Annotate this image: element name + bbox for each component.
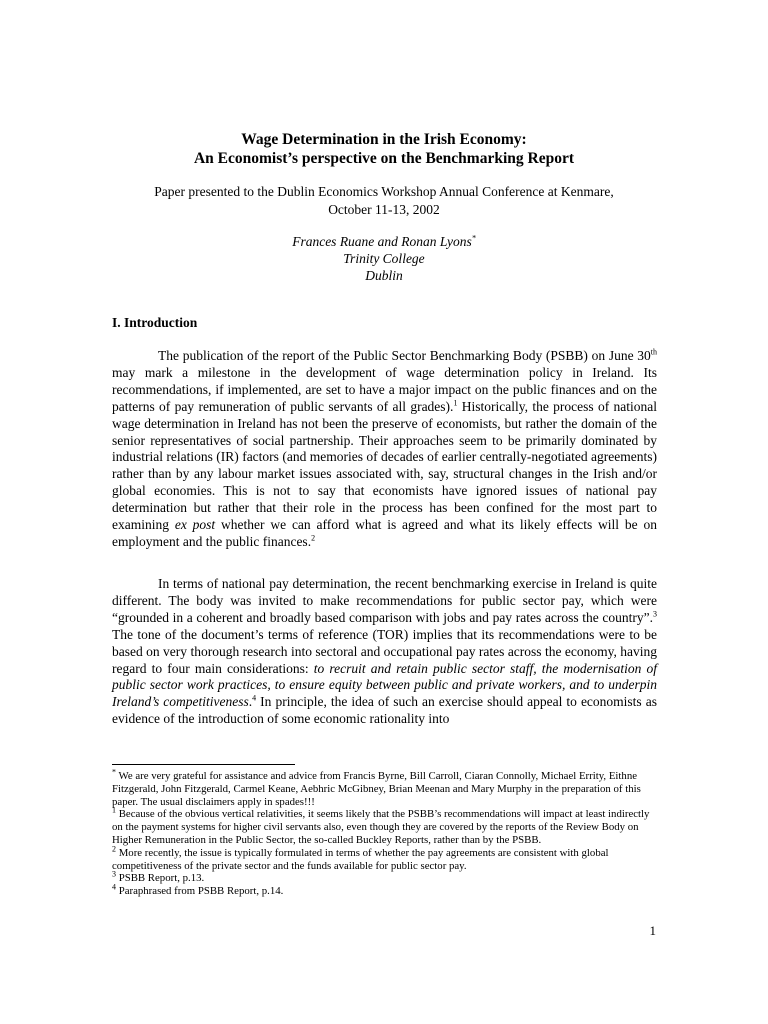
- footnote-text: PSBB Report, p.13.: [116, 872, 205, 885]
- author-names-line: [0, 233, 768, 250]
- para1-text-d: whether we can afford what is agreed and what its likely effects will be on employment and the public finances.: [112, 517, 657, 549]
- title-line-1: Wage Determination in the Irish Economy:: [241, 131, 527, 148]
- author-block: [0, 233, 768, 284]
- para2-text-b: The tone of the document’s terms of reference (TOR) implies that its recommendations were to be based on very thorough research into sectoral and occupational pay rates across the economy, having regard to four main considerations:: [112, 626, 657, 676]
- page-number: 1: [649, 923, 656, 938]
- footnote-star: [112, 767, 660, 808]
- footnote-ref-3: 3: [653, 609, 657, 619]
- footnote-mark: 3: [112, 869, 116, 879]
- paragraph-2: [112, 576, 657, 728]
- footnote-3: [112, 869, 660, 885]
- author-city: Dublin: [365, 268, 403, 283]
- para1-text-b: may mark a milestone in the development of wage determination policy in Ireland. Its recommendations, if implemented, are set to have a major impact on the public finances and on the patterns of pay remuneration of public servants of all grades).: [112, 364, 657, 414]
- title-line-2: An Economist’s perspective on the Benchmarking Report: [193, 150, 574, 167]
- conference-line-1: Paper presented to the Dublin Economics Workshop Annual Conference at Kenmare,: [154, 184, 614, 199]
- author-footnote-mark: *: [471, 233, 476, 243]
- footnote-mark: *: [112, 767, 116, 777]
- footnote-text: We are very grateful for assistance and advice from Francis Byrne, Bill Carroll, Ciaran Connolly, Michael Errity, Eithne Fitzgerald, John Fitzgerald, Carmel Keane, Aebhric McGibney, Brian Meenan and Mary Murphy in the preparation of this paper. The usual disclaimers apply in spades!!!: [112, 770, 641, 808]
- footnote-text: Because of the obvious vertical relativities, it seems likely that the PSBB’s recommendations will impact at least indirectly on the payment systems for higher civil servants also, even though they are covered by the reports of the Review Body on Higher Remuneration in the Public Sector, the so-called Buckley Reports, rather than by the PSBB.: [112, 808, 650, 846]
- footnote-2: [112, 844, 660, 873]
- para2-emphasis: to recruit and retain public sector staff, the modernisation of public sector work practices, to ensure equity between public and private workers, and to underpin Ireland’s competitiveness: [112, 660, 657, 710]
- footnote-ref-2: 2: [311, 533, 316, 543]
- para2-text-c: .: [248, 694, 253, 710]
- footnotes: [112, 767, 660, 898]
- footnote-1: [112, 805, 660, 846]
- footnote-separator: [112, 764, 295, 765]
- para1-text-c: Historically, the process of national wage determination in Ireland has not been the preserve of economists, but rather the domain of the senior representatives of social partnership. Their approaches seem to be primarily dominated by industrial relations (IR) factors (and memories of decades of earlier centrally-negotiated agreements) rather than by any labour market issues associated with, say, structural changes in the Irish and/or global economies. This is not to say that economists have ignored issues of national pay determination but rather that their role in the process has been confined for the most part to examining: [112, 398, 658, 533]
- footnote-ref-4: 4: [252, 693, 257, 703]
- section-heading: I. Introduction: [112, 315, 198, 330]
- footnote-text: More recently, the issue is typically formulated in terms of whether the pay agreements are consistent with global competitiveness of the private sector and the funds available for public sector pay.: [112, 846, 609, 872]
- paper-title: [0, 130, 768, 168]
- para1-th: th: [650, 347, 657, 357]
- paragraph-1: [112, 348, 657, 551]
- author-names: Frances Ruane and Ronan Lyons: [292, 234, 472, 249]
- footnote-4: [112, 882, 660, 898]
- para1-text-a: The publication of the report of the Public Sector Benchmarking Body (PSBB) on June 30: [158, 348, 651, 363]
- footnote-mark: 2: [112, 844, 116, 854]
- para2-text-a: In terms of national pay determination, the recent benchmarking exercise in Ireland is quite different. The body was invited to make recommendations for public sector pay, which were “grounded in a coherent and broadly based comparison with jobs and pay rates across the country”.: [112, 576, 657, 625]
- footnote-mark: 1: [112, 805, 116, 815]
- author-affiliation: Trinity College: [343, 251, 425, 266]
- para2-text-d: In principle, the idea of such an exercise should appeal to economists as evidence of the introduction of some economic rationality into: [112, 694, 657, 727]
- conference-note: [0, 183, 768, 219]
- footnote-ref-1: 1: [453, 398, 458, 408]
- footnote-text: Paraphrased from PSBB Report, p.14.: [116, 885, 284, 898]
- footnote-mark: 4: [112, 882, 116, 892]
- conference-line-2: October 11-13, 2002: [328, 202, 440, 217]
- para1-emphasis: ex post: [174, 517, 216, 533]
